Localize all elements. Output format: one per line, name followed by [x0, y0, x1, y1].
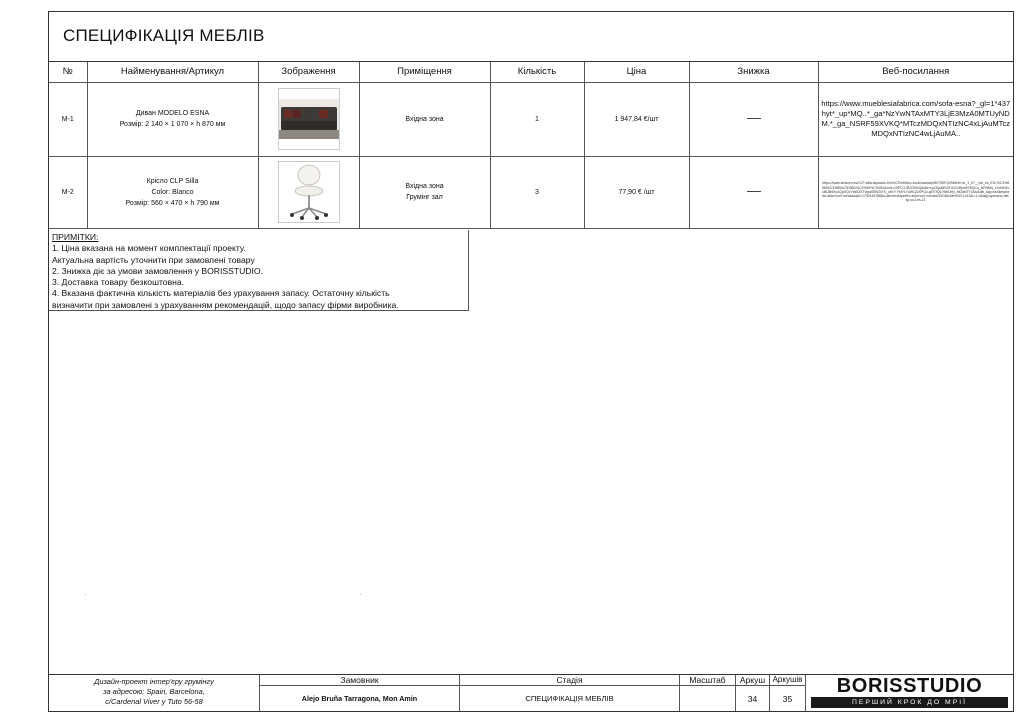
brand-tagline: ПЕРШИЙ КРОК ДО МРІЇ — [811, 697, 1008, 708]
empty-dash — [747, 191, 761, 192]
table-row — [49, 82, 1013, 156]
header-name: Найменування/Артикул — [87, 62, 258, 82]
item-size-line: Розмір: 560 × 470 × h 790 мм — [125, 199, 220, 207]
project-line: за адресою: Spain, Barcelona, — [103, 687, 205, 696]
header-number: № — [49, 62, 87, 82]
header-quantity: Кількість — [490, 62, 584, 82]
project-line: c/Cardenal Viver y Tuto 56-58 — [105, 697, 203, 706]
note-line: 3. Доставка товару безкоштовна. — [52, 277, 185, 288]
note-line: визначити при замовлені з урахуванням рекомендацій, щодо запасу фірми виробника. — [52, 299, 399, 310]
document-title: СПЕЦИФІКАЦІЯ МЕБЛІВ — [63, 26, 265, 45]
client-cell — [259, 675, 459, 711]
furniture-spec-table — [49, 62, 1013, 229]
sheets-value: 35 — [782, 693, 793, 704]
item-size-line: Розмір: 2 140 × 1 070 × h 870 мм — [119, 121, 226, 128]
note-line: 1. Ціна вказана на момент комплектації проекту. — [52, 243, 246, 254]
item-quantity: 1 — [490, 82, 584, 156]
notes-block — [49, 230, 469, 311]
item-number: М-1 — [49, 82, 87, 156]
title-block — [49, 674, 1013, 711]
item-quantity: 3 — [490, 156, 584, 228]
chair-photo — [278, 161, 340, 223]
header-room: Приміщення — [359, 62, 490, 82]
header-price: Ціна — [584, 62, 689, 82]
item-discount — [689, 156, 818, 228]
table-header-row — [49, 62, 1013, 82]
stage-cell — [459, 675, 679, 711]
item-discount — [689, 82, 818, 156]
table-row — [49, 156, 1013, 228]
stage-label: Стадія — [460, 675, 679, 686]
chair-image — [284, 163, 334, 221]
item-name-line: Диван MODELO ESNA — [135, 110, 210, 117]
specification-sheet — [48, 11, 1014, 712]
sheets-label: Аркушів — [770, 675, 805, 686]
notes-title: ПРИМІТКИ: — [52, 232, 99, 242]
client-label: Замовник — [260, 675, 459, 686]
item-name — [87, 156, 258, 228]
note-line: 2. Знижка діє за умови замовлення у BORISSTUDIO. — [52, 265, 263, 276]
room-line: Грумінг зал — [406, 194, 443, 201]
item-room — [359, 156, 490, 228]
item-url-cell — [818, 156, 1013, 228]
project-info — [49, 675, 259, 711]
scale-value — [680, 686, 735, 711]
sheet-value: 34 — [747, 693, 758, 704]
item-color-line: Color: Blanco — [151, 188, 194, 196]
item-name-line: Крісло CLP Silla — [146, 177, 199, 185]
sheet-cell — [735, 675, 769, 711]
sofa-photo — [278, 88, 340, 150]
item-name — [87, 82, 258, 156]
stage-value: СПЕЦИФІКАЦІЯ МЕБЛІВ — [525, 694, 614, 703]
header-url: Веб-посилання — [818, 62, 1013, 82]
item-image-cell — [258, 82, 359, 156]
item-url-cell — [818, 82, 1013, 156]
room-line: Вхідна зона — [405, 115, 444, 123]
item-link[interactable]: https://www.amazon.es/CLP-silla-tapizado-Sin%C3%A9tico-Acolchado/dp/B079SFQ25M/ref=sr_1_6?__mk_es_ES=%C3%85M%C3%85%C5%BD%C3%95%C3%91&crid=10PCOJRZGNXQ&dib=eyJ2IjoiMSJ9.91ZxRj4n5TBQCo_NPNMA_c7cf4HZouBU8hfXp1QpXQvYIhl0ZXTvtpa0SWJxTK_ceEY.YMY1YuW1ZcXPQo-gEITfQy7WhDHx_fdGdbl7TVAtc&dib_tag=se&keywords=silla+con+ruedas&qid=1730415788&s=kitchen&sprefix=silla+con+ruedas%2Ckitchen%2C141&sr=1-6&tag=operacio-def-sp-co2-es-21 — [822, 181, 1010, 203]
item-price: 77,90 € /шт — [584, 156, 689, 228]
brand-logo — [805, 675, 1013, 711]
client-value: Alejo Bruña Tarragona, Mon Amin — [301, 694, 418, 703]
scan-speck — [360, 594, 361, 595]
header-discount: Знижка — [689, 62, 818, 82]
header-image: Зображення — [258, 62, 359, 82]
brand-name: BORISSTUDIO — [836, 675, 983, 697]
scale-label: Масштаб — [680, 675, 735, 686]
note-line: Актуальна вартість уточнити при замовлені товару — [52, 254, 255, 265]
sheet-label: Аркуш — [736, 675, 769, 686]
sofa-image — [279, 99, 339, 139]
empty-dash — [747, 118, 761, 119]
item-image-cell — [258, 156, 359, 228]
scan-speck — [85, 594, 86, 595]
note-line: 4. Вказана фактична кількість матеріалів без урахування запасу. Остаточну кількість — [52, 288, 390, 299]
item-room — [359, 82, 490, 156]
project-line: Дизайн-проект інтер'єру грумінгу — [94, 677, 214, 686]
sheets-cell — [769, 675, 805, 711]
item-price: 1 947,84 €/шт — [584, 82, 689, 156]
item-link[interactable]: https://www.mueblesiafabrica.com/sofa-esna?_gl=1*437hyt*_up*MQ..*_ga*NzYwNTAxMTY3LjE3MzA0MTUyNDM.*_ga_NSRF59XVKQ*MTczMDQxNTIzNC4xLjAuMTczMDQxNTIzNC4wLjAuMA.. — [821, 99, 1011, 138]
room-line: Вхідна зона — [405, 183, 444, 190]
scale-cell — [679, 675, 735, 711]
item-number: М-2 — [49, 156, 87, 228]
